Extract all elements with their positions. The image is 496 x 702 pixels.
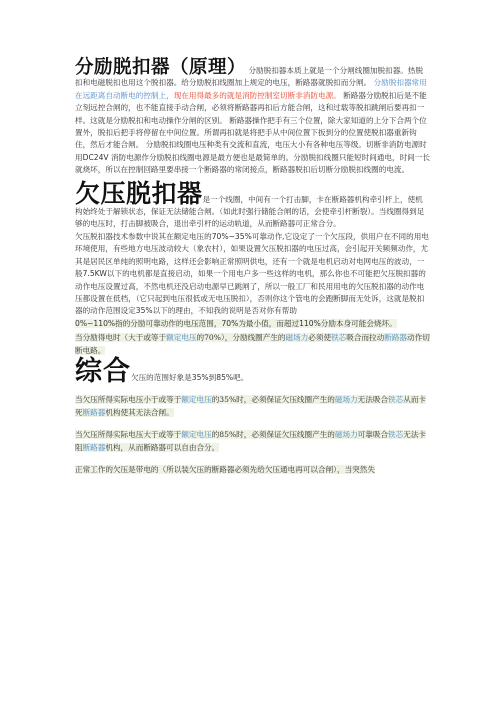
pa-text-9: 机构使其无法合闸。 [105,407,174,417]
band2-text-g: 吸合而拉动 [346,333,385,343]
band-text-1: 指的分励可靠动作的电压范围， [115,318,222,328]
link-iron-core[interactable]: 铁芯 [388,430,404,440]
pa-text-7: 从而卡死 [75,395,427,417]
shunt-fire-control-highlight: 现在用得最多的就是消防控制室切断非消防电源。 [173,90,341,100]
link-rated-voltage[interactable]: 额定电压 [181,395,212,405]
link-iron-core[interactable]: 铁芯 [388,395,404,405]
band2-text-a: 当分励得电时（大于或等于 [75,333,167,343]
section-shunt-release [75,57,430,177]
shunt-range-band [75,318,430,330]
band-text-3: 分励本身可能会烧坏。 [320,318,397,328]
document-page [75,57,430,476]
shunt-body-text-3: 分励脱扣线圈电压种类有交流和直流，电压大小有各种电压等级。切断非消防电源时用 [75,140,427,162]
undervoltage-parameter-paragraph [75,231,430,318]
uv-param-percent: 35% [135,306,153,316]
shunt-dc-voltage: DC24V [82,152,109,162]
uv-param-text-c: 以下的电机都是直接启动，如果一个用电户多一些这样的电机，那么你也不可能把欠压脱扣器的动作电压设置过高，不然电机还没启动电源早已跳闸了，所以一般工厂和民用用电的欠压脱扣器的动作电压都设置在低档，（它只起到电压很低或无电压脱扣），否则你这个管电的会跑断脚而无处诉，这就是脱扣器的动作范围设定 [75,269,426,316]
link-circuit-breaker[interactable]: 断路器 [384,333,408,343]
band-range: 0%~110% [75,318,116,328]
shunt-body-text-1: 断路器分励脱扣后是不能立刻远控合闸的，也不能直接手动合闸，必须将断路器再扣后方能合闸，这和过载等脱扣跳闸后要再扣一样。这就是分励脱扣和电动操作分闸的区别。 [75,90,427,125]
summary-normal-operation-band [75,464,430,476]
pb-text-1: 当欠压所得实际电压大于或等于 [75,430,182,440]
summary-high-value: 85% [216,372,234,382]
shunt-body-text-4: 消防电源作分励脱扣线圈电源是最方便也是最简单的。分励脱扣线圈只能短时间通电，时间一长就烧坏，所以在控制回路里要串接一个断路器的常闭接点，断路器脱扣后切断分励脱扣线圈的电流。 [75,152,430,175]
section-title-summary: 综合 [75,355,131,387]
shunt-energized-band [75,332,430,357]
pb-text-7: 无法卡阻 [75,430,427,452]
uv-param-range: 70%~35% [211,231,252,241]
band-min-value: 70% [221,318,239,328]
section-summary [75,355,430,387]
summary-low-value: 35% [191,372,209,382]
normal-operation-text: 正常工作的欠压是带电的（所以装欠压的断路器必须先给欠压通电再可以合闸），当突然失 [75,464,375,474]
band2-text-i: 动作切断电路。 [75,333,430,355]
summary-intro-text: 欠压的范围好象是 [131,372,192,382]
summary-high-voltage-band [75,429,430,454]
uv-param-text-b: 可靠动作,它设定了一个欠压段，供用户在不同的用电环境使用，有些地方电压波动较大（象农村），如果设置欠压脱扣器的电压过高，会引起开关频频动作，尤其是居民区单纯的照明电路，这样还会影响正常照明供电，还有一个就是电机启动对电网电压的波动，一般 [75,231,429,279]
summary-end-text: 吧。 [233,372,249,382]
pa-text-3: 的35%时，必须保证欠压线圈产生的 [211,395,335,405]
summary-to-text: 到 [208,372,217,382]
link-iron-core[interactable]: 铁芯 [331,333,347,343]
link-rated-voltage[interactable]: 额定电压 [166,333,197,343]
undervoltage-intro-text: 是一个线圈，中间有一个打击脚，卡在断路器机构牵引杆上，使机构始终处于解锁状态，保证无法储能合闸。（如此时强行储能合闸的话，会使牵引杆断裂）。当线圈得到足够的电压时，打击脚被吸合，退出牵引杆的运动轨道，从而断路器可正常合分。 [75,194,425,229]
uv-param-motor-power: 7.5KW [82,269,107,279]
shunt-remote-control-text: 分励脱扣器常用在远距离自动断电的控制上， [75,78,427,100]
link-magnetic-force[interactable]: 磁场力 [285,333,309,343]
band-max-value: 110% [299,318,321,328]
link-rated-voltage[interactable]: 额定电压 [181,430,212,440]
section-title-shunt-release: 分励脱扣器（原理） [75,57,247,78]
link-magnetic-force[interactable]: 磁场力 [334,430,358,440]
link-circuit-breaker[interactable]: 断路器 [82,442,106,452]
section-undervoltage-release [75,178,430,231]
pa-text-1: 当欠压所得实际电压小于或等于 [75,395,182,405]
link-circuit-breaker[interactable]: 断路器 [82,407,106,417]
summary-low-voltage-band [75,394,430,419]
section-title-undervoltage-release: 欠压脱扣器 [75,178,203,208]
pb-text-5: 可靠吸合 [357,430,389,440]
shunt-body-text-2: 断路器操作把手有三个位置，除大家知道的上分下合两个位置外，脱扣后把手将停留在中间位置。所谓再扣就是将把手从中间位置下扳到分的位置使脱扣器重新钩住，然后才能合闸。 [75,115,427,150]
band2-text-c: 的70%），分励线圈产生的 [196,333,286,343]
pb-text-3: 的85%时，必须保证欠压线圈产生的 [211,430,335,440]
uv-param-text-a: 欠压脱扣器技术参数中说其在额定电压的 [75,231,212,241]
pa-text-5: 无法吸合 [357,395,389,405]
shunt-intro-text: 分励脱扣器本质上就是一个分闸线圈加脱扣器。热脱扣和电磁脱扣也用这个脱扣器。给分励脱扣线圈加上规定的电压，断路器就脱扣而分闸。 [75,66,424,88]
pb-text-9: 机构，从而断路器可以自由合分。 [105,442,220,452]
uv-param-text-e: 以下的理由，不知我的说明是否对你有帮助 [152,306,297,316]
link-magnetic-force[interactable]: 磁场力 [334,395,358,405]
band-text-2: 为最小值，而超过 [238,318,300,328]
band2-text-e: 必须使 [308,333,332,343]
